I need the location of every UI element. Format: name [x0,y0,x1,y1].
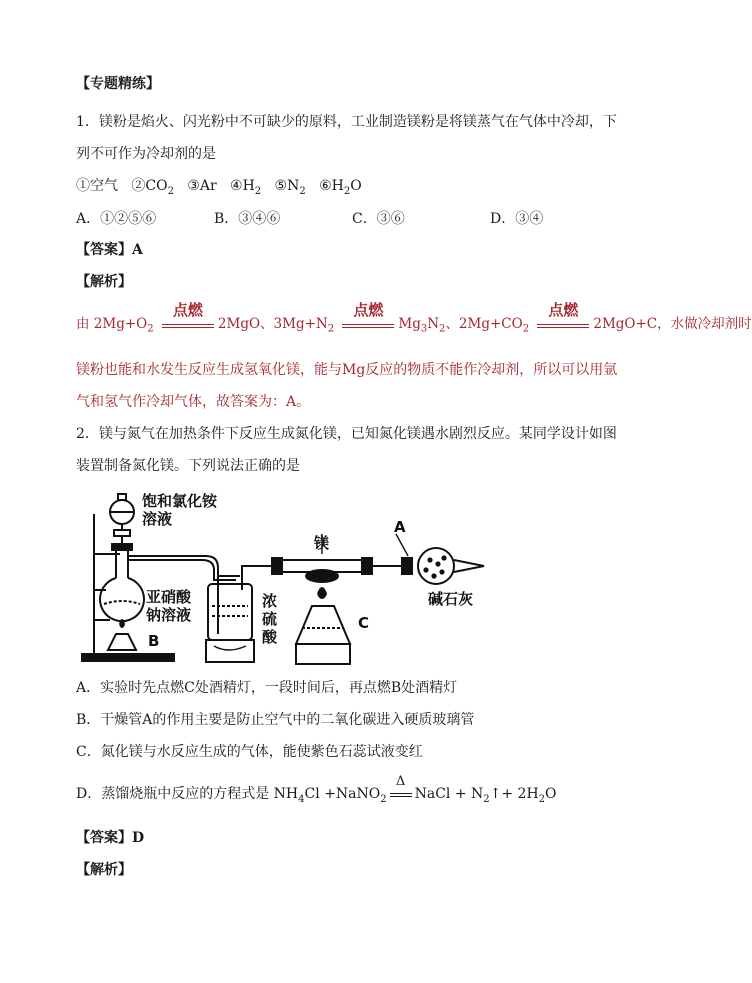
q2-option-d: D．蒸馏烧瓶中反应的方程式是 $NH_4Cl$ +NaNO$_2$ Δ NaCl + $N_2↑+ 2H_2O$ [76,774,557,805]
magnesium [306,570,338,582]
q1-stem-line2: 列不可作为冷却剂的是 [76,146,216,162]
q2-answer: 【答案】D [76,830,145,846]
condition-arrow-1: 点燃 [162,315,214,335]
label-soda-lime: 碱石灰 [428,590,474,608]
q2-stem-line2: 装置制备氮化镁。下列说法正确的是 [76,458,300,474]
q1-analysis-label: 【解析】 [76,274,132,290]
q1-item-1: ①空气 [76,178,118,194]
burner-c [296,606,350,644]
bottle-stand [206,640,254,662]
q1-answer: 【答案】A [76,242,143,258]
label-acid-3: 酸 [262,628,278,646]
distillation-flask [100,578,144,621]
apparatus-diagram [76,494,506,666]
heat-condition-arrow: Δ [390,784,412,804]
label-a: A [394,518,406,536]
q2-analysis-label: 【解析】 [76,862,132,878]
wash-bottle [208,584,252,640]
q1-option-d: D．③④ [490,211,544,227]
label-c: C [358,614,370,632]
section-title: 【专题精练】 [76,76,160,92]
label-funnel-1: 饱和氯化铵 [142,492,218,510]
drying-tube-a [418,548,454,584]
q1-item-3: ③Ar [187,178,217,194]
q1-explain-line2: 镁粉也能和水发生反应生成氢氧化镁，能与Mg反应的物质不能作冷却剂，所以可以用氩 [76,362,618,378]
burner-stand [296,644,350,664]
q1-item-5: $⑤N_2$ [274,178,306,197]
label-nano2-2: 钠溶液 [146,606,192,624]
q1-option-b: B．③④⑥ [214,211,281,227]
q2-option-b: B．干燥管A的作用主要是防止空气中的二氧化碳进入硬质玻璃管 [76,712,475,728]
burner-b [108,634,136,650]
q2-stem-line1: 2．镁与氮气在加热条件下反应生成氮化镁，已知氮化镁遇水剧烈反应。某同学设计如图 [76,426,617,442]
label-acid-2: 硫 [262,610,278,628]
label-mg: 镁 [314,534,330,552]
q1-item-2: $②CO_2$ [131,178,174,197]
label-nano2-1: 亚硝酸 [146,588,192,606]
q2-option-c: C．氮化镁与水反应生成的气体，能使紫色石蕊试液变红 [76,744,423,760]
q1-items [76,176,362,202]
q2-option-a: A．实验时先点燃C处酒精灯，一段时间后，再点燃B处酒精灯 [76,680,458,696]
condition-arrow-2: 点燃 [342,315,394,335]
q1-item-6: $⑥H_2O$ [319,178,362,197]
q1-explain-line3: 气和氢气作冷却气体，故答案为：A。 [76,394,311,410]
q1-stem-line1: 1．镁粉是焰火、闪光粉中不可缺少的原料，工业制造镁粉是将镁蒸气在气体中冷却，下 [76,114,617,130]
stand-base [82,654,174,661]
q1-explain-line1: 由 $2Mg+O_2$ 点燃 2MgO、$3Mg+N_2$ 点燃 $Mg_3N_2$、$2Mg+CO_2$ 点燃 2MgO+C，水做冷却剂时 [76,300,752,335]
label-funnel-2: 溶液 [142,510,173,528]
q1-option-c: C．③⑥ [352,211,405,227]
condition-arrow-3: 点燃 [537,315,589,335]
label-acid-1: 浓 [262,592,278,610]
q1-option-a: A．①②⑤⑥ [76,211,157,227]
label-b: B [148,632,160,650]
q1-item-4: $④H_2$ [230,178,262,197]
